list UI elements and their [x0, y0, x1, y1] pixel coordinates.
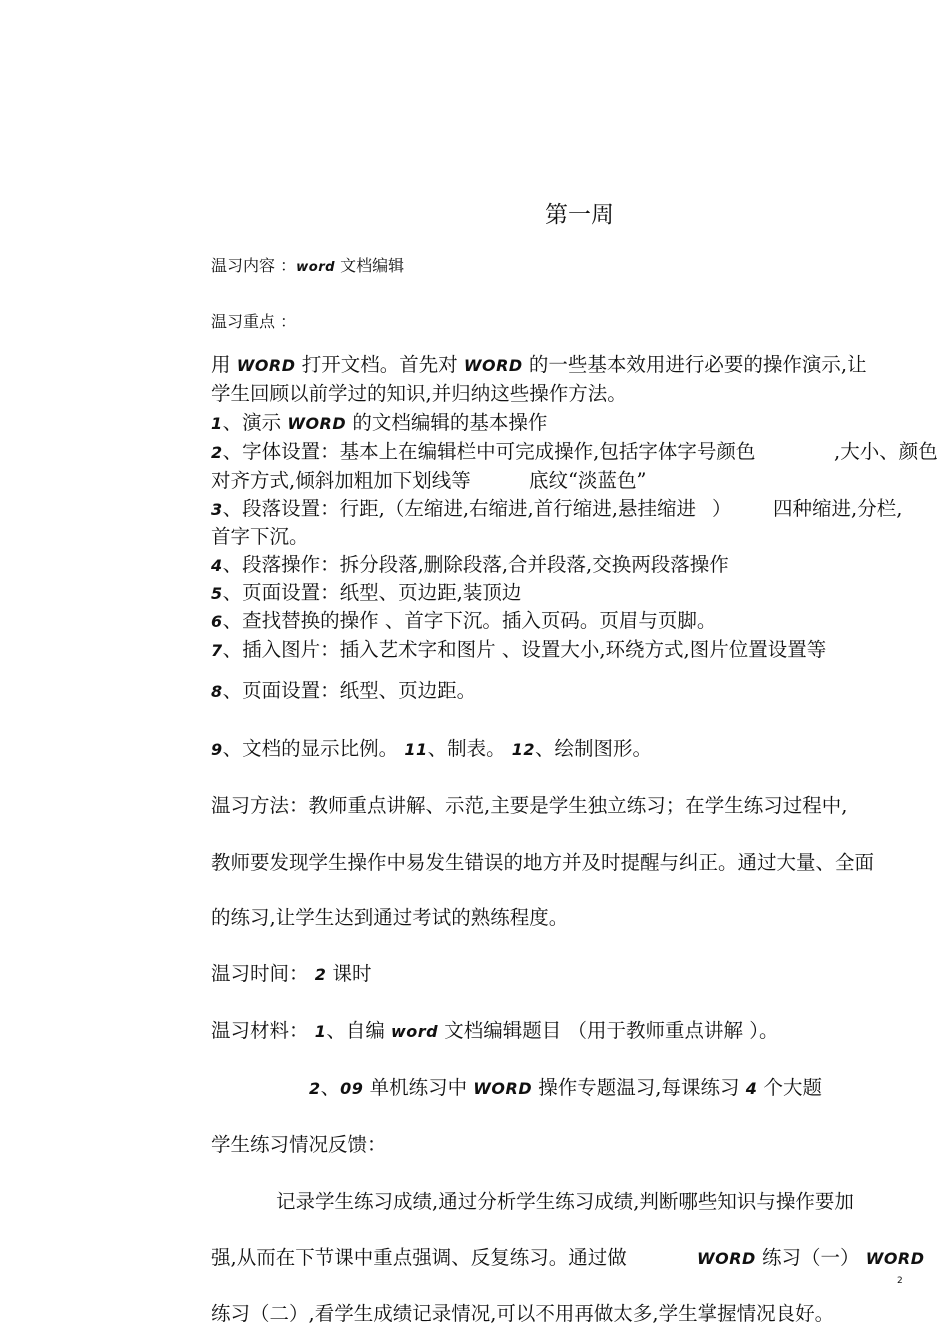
paren-open: （	[384, 497, 405, 520]
item-2-line-1	[211, 440, 755, 463]
intro-word-2: WORD	[463, 356, 523, 375]
item-text: 操作专题温习,每课练习	[532, 1076, 746, 1099]
feedback-line-3: 练习（二）,看学生成绩记录情况,可以不用再做太多,学生掌握情况良好。	[211, 1302, 835, 1325]
item-word: WORD	[473, 1079, 533, 1098]
feedback-word-1: WORD	[697, 1249, 756, 1268]
item-number: 12	[511, 740, 536, 759]
item-number: 2	[211, 443, 223, 462]
item-text: 的文档编辑的基本操作	[346, 411, 548, 434]
item-number: 7	[211, 641, 223, 660]
feedback-word-2: WORD	[865, 1249, 925, 1268]
item-text: 、制表。	[427, 737, 512, 760]
content-word: word	[296, 260, 336, 275]
intro-text: 的一些基本效用进行必要的操作演示,让	[522, 353, 867, 376]
item-2-line-2: 对齐方式,倾斜加粗加下划线等	[211, 469, 471, 492]
item-number: 6	[211, 612, 223, 631]
item-9	[211, 737, 652, 760]
item-text: 、查找替换的操作 、首字下沉。插入页码。页眉与页脚。	[222, 609, 717, 632]
item-number: 9	[211, 740, 223, 759]
item-7	[211, 638, 826, 661]
item-5	[211, 581, 521, 604]
content-line	[211, 256, 404, 276]
feedback-line-1: 记录学生练习成绩,通过分析学生练习成绩,判断哪些知识与操作要加	[276, 1190, 854, 1213]
materials-label: 温习材料：	[211, 1019, 315, 1042]
item-text: 文档编辑题目	[438, 1019, 568, 1042]
item-number: 4	[745, 1079, 758, 1098]
item-text: 、文档的显示比例。	[222, 737, 405, 760]
item-number: 2	[309, 1079, 321, 1098]
item-text: 、自编	[326, 1019, 392, 1042]
item-text: 、绘制图形。	[535, 737, 653, 760]
item-number: 09	[340, 1079, 364, 1098]
page-title: 第一周	[545, 202, 614, 228]
item-number: 8	[211, 682, 223, 701]
item-8	[211, 679, 476, 702]
item-4	[211, 553, 729, 576]
item-text: 左缩进,右缩进,首行缩进,悬挂缩进	[404, 497, 696, 520]
item-number: 11	[404, 740, 428, 759]
item-1	[211, 411, 547, 434]
materials-line-2	[309, 1076, 822, 1099]
item-text: 、页面设置：纸型、页边距,装顶边	[222, 581, 522, 604]
intro-word-1: WORD	[236, 356, 296, 375]
method-line-2: 教师要发现学生操作中易发生错误的地方并及时提醒与纠正。通过大量、全面	[211, 851, 875, 874]
item-number: 4	[211, 556, 223, 575]
item-2-line-2-tail: 底纹“淡蓝色”	[529, 469, 647, 492]
item-3-line-2: 首字下沉。	[211, 525, 309, 548]
item-number: 1	[314, 1022, 327, 1041]
intro-line-1	[211, 353, 867, 376]
time-line	[211, 962, 372, 985]
item-text: 、插入图片：插入艺术字和图片 、设置大小,环绕方式,图片位置设置等	[222, 638, 827, 661]
intro-line-2: 学生回顾以前学过的知识,并归纳这些操作方法。	[211, 382, 627, 405]
item-number: 1	[211, 414, 223, 433]
item-number: 3	[211, 500, 223, 519]
time-number: 2	[314, 965, 327, 984]
intro-text: 打开文档。首先对	[295, 353, 464, 376]
item-text: 、	[320, 1076, 341, 1099]
feedback-line-2-tail	[697, 1246, 925, 1269]
item-text: 、演示	[222, 411, 288, 434]
item-number: 5	[211, 584, 223, 603]
item-text: 单机练习中	[363, 1076, 474, 1099]
item-text: 、段落设置：行距,	[222, 497, 385, 520]
item-word: word	[391, 1022, 439, 1041]
method-line-3: 的练习,让学生达到通过考试的熟练程度。	[211, 906, 569, 929]
method-line-1: 温习方法：教师重点讲解、示范,主要是学生独立练习；在学生练习过程中,	[211, 794, 848, 817]
item-text: 。	[759, 1019, 779, 1042]
item-3-line-1	[211, 497, 731, 520]
content-rest: 文档编辑	[335, 256, 405, 275]
item-text: 个大题	[757, 1076, 823, 1099]
intro-text: 用	[211, 353, 237, 376]
item-2-line-1-tail: ,大小、颜色	[834, 440, 938, 463]
item-6	[211, 609, 716, 632]
focus-label: 温习重点 ：	[211, 312, 297, 331]
feedback-line-2: 强,从而在下节课中重点强调、反复练习。通过做	[211, 1246, 627, 1269]
materials-line-1	[211, 1019, 779, 1042]
content-label: 温习内容 ：	[211, 256, 297, 275]
item-text: 用于教师重点讲解	[587, 1019, 750, 1042]
time-label: 温习时间：	[211, 962, 315, 985]
item-text: 、段落操作：拆分段落,删除段落,合并段落,交换两段落操作	[222, 553, 729, 576]
paren-open: （	[567, 1019, 588, 1042]
feedback-label: 学生练习情况反馈：	[211, 1133, 387, 1156]
paren-close: ）	[749, 1019, 759, 1042]
item-text: 、字体设置：基本上在编辑栏中可完成操作,包括字体字号颜色	[222, 440, 756, 463]
item-word: WORD	[287, 414, 347, 433]
item-text: 、页面设置：纸型、页边距。	[222, 679, 477, 702]
time-unit: 课时	[326, 962, 372, 985]
item-text: 练习（一）	[755, 1246, 866, 1269]
item-3-line-1-tail: 四种缩进,分栏,	[773, 497, 903, 520]
page-number: 2	[897, 1276, 903, 1286]
paren-close: ）	[711, 497, 732, 520]
